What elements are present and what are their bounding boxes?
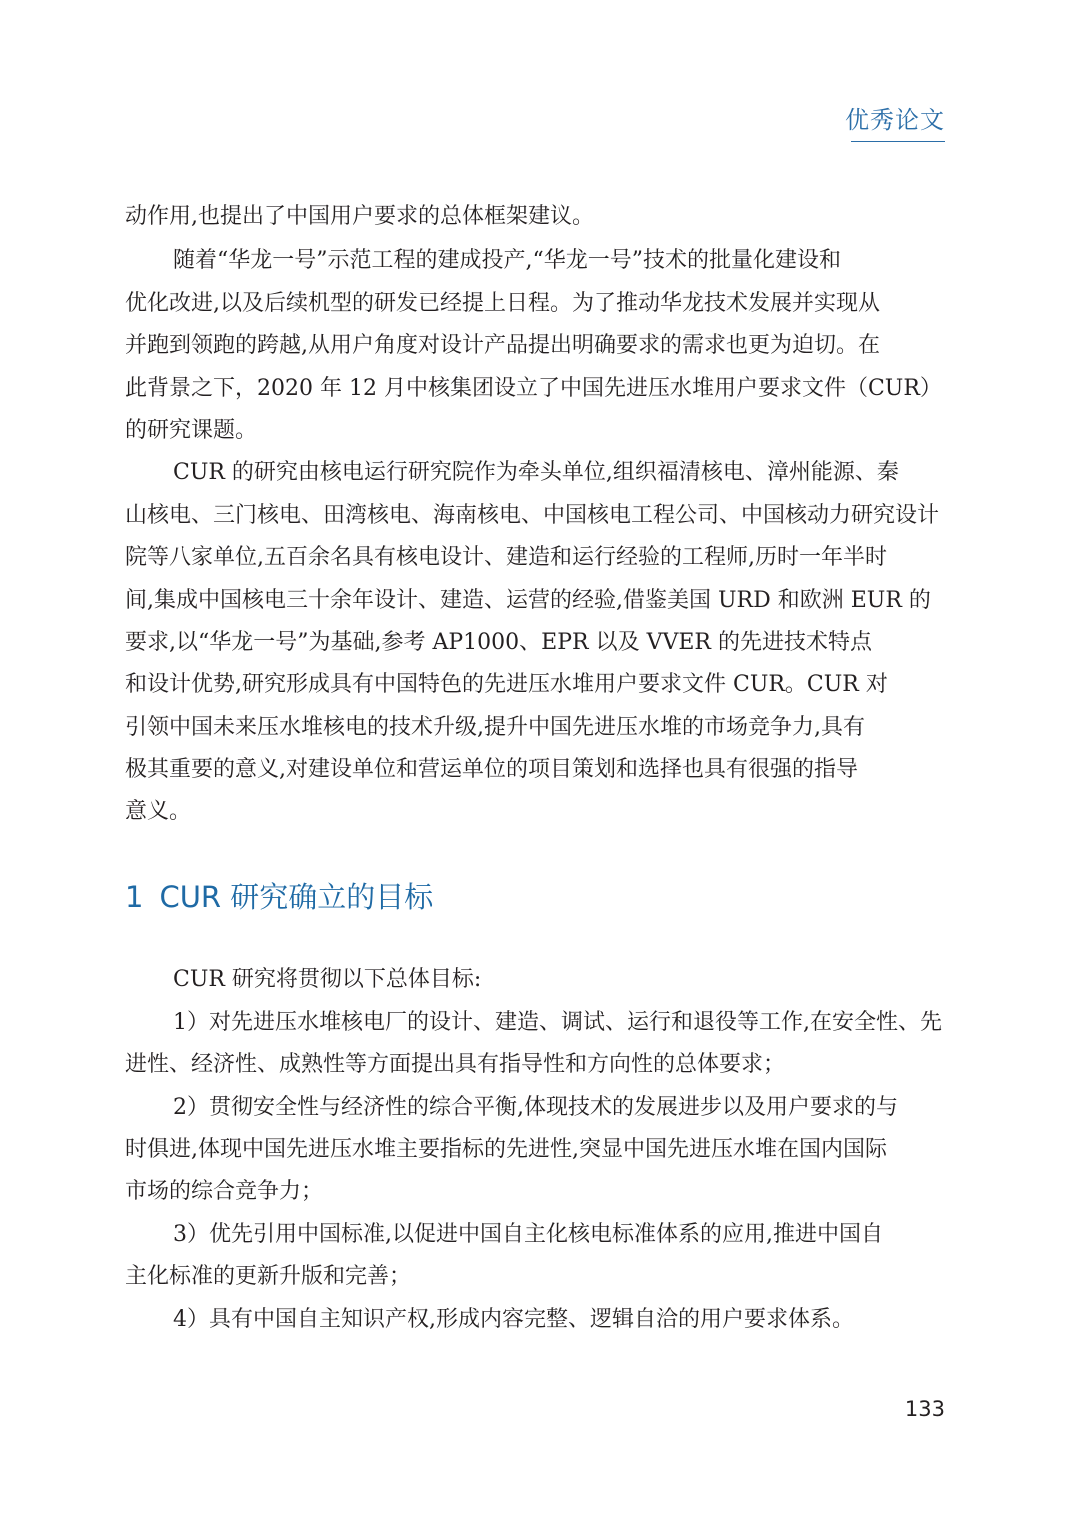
body-line: 优化改进,以及后续机型的研发已经提上日程。为了推动华龙技术发展并实现从 <box>125 291 880 316</box>
running-head <box>845 104 945 142</box>
body-line: 要求,以“华龙一号”为基础,参考 AP1000、EPR 以及 VVER 的先进技术特点 <box>125 630 872 655</box>
body-line: 院等八家单位,五百余名具有核电设计、建造和运行经验的工程师,历时一年半时 <box>125 545 887 570</box>
page-number: 133 <box>904 1397 945 1421</box>
body-line: 并跑到领跑的跨越,从用户角度对设计产品提出明确要求的需求也更为迫切。在 <box>125 333 880 358</box>
running-head-title: 优秀论文 <box>845 106 945 134</box>
body-line: CUR 的研究由核电运行研究院作为牵头单位,组织福清核电、漳州能源、秦 <box>173 460 899 485</box>
section-line: 进性、经济性、成熟性等方面提出具有指导性和方向性的总体要求； <box>125 1052 786 1077</box>
section-line: 市场的综合竞争力； <box>125 1179 324 1204</box>
section-heading <box>125 876 945 918</box>
body-line: 此背景之下，2020 年 12 月中核集团设立了中国先进压水堆用户要求文件（CUR） <box>125 376 942 401</box>
body-line: 间,集成中国核电三十余年设计、建造、运营的经验,借鉴美国 URD 和欧洲 EUR 的 <box>125 588 931 613</box>
section-line: 3）优先引用中国标准,以促进中国自主化核电标准体系的应用,推进中国自 <box>173 1222 883 1247</box>
section-line: 时俱进,体现中国先进压水堆主要指标的先进性,突显中国先进压水堆在国内国际 <box>125 1137 887 1162</box>
section-title: CUR 研究确立的目标 <box>159 880 434 914</box>
section-line: 4）具有中国自主知识产权,形成内容完整、逻辑自洽的用户要求体系。 <box>173 1307 854 1332</box>
body-line: 引领中国未来压水堆核电的技术升级,提升中国先进压水堆的市场竞争力,具有 <box>125 715 865 740</box>
section-line: 1）对先进压水堆核电厂的设计、建造、调试、运行和退役等工作,在安全性、先 <box>173 1010 942 1035</box>
body-line: 极其重要的意义,对建设单位和营运单位的项目策划和选择也具有很强的指导 <box>125 757 858 782</box>
section-line: CUR 研究将贯彻以下总体目标: <box>173 967 482 992</box>
body-line: 和设计优势,研究形成具有中国特色的先进压水堆用户要求文件 CUR。CUR 对 <box>125 672 888 697</box>
body-line: 山核电、三门核电、田湾核电、海南核电、中国核电工程公司、中国核动力研究设计 <box>125 503 940 528</box>
body-line: 随着“华龙一号”示范工程的建成投产,“华龙一号”技术的批量化建设和 <box>173 248 841 273</box>
section-line: 2）贯彻安全性与经济性的综合平衡,体现技术的发展进步以及用户要求的与 <box>173 1095 898 1120</box>
body-line: 意义。 <box>125 799 192 824</box>
body-line: 动作用,也提出了中国用户要求的总体框架建议。 <box>125 204 594 229</box>
body-line: 的研究课题。 <box>125 418 258 443</box>
section-number: 1 <box>125 880 144 914</box>
section-line: 主化标准的更新升版和完善； <box>125 1264 412 1289</box>
